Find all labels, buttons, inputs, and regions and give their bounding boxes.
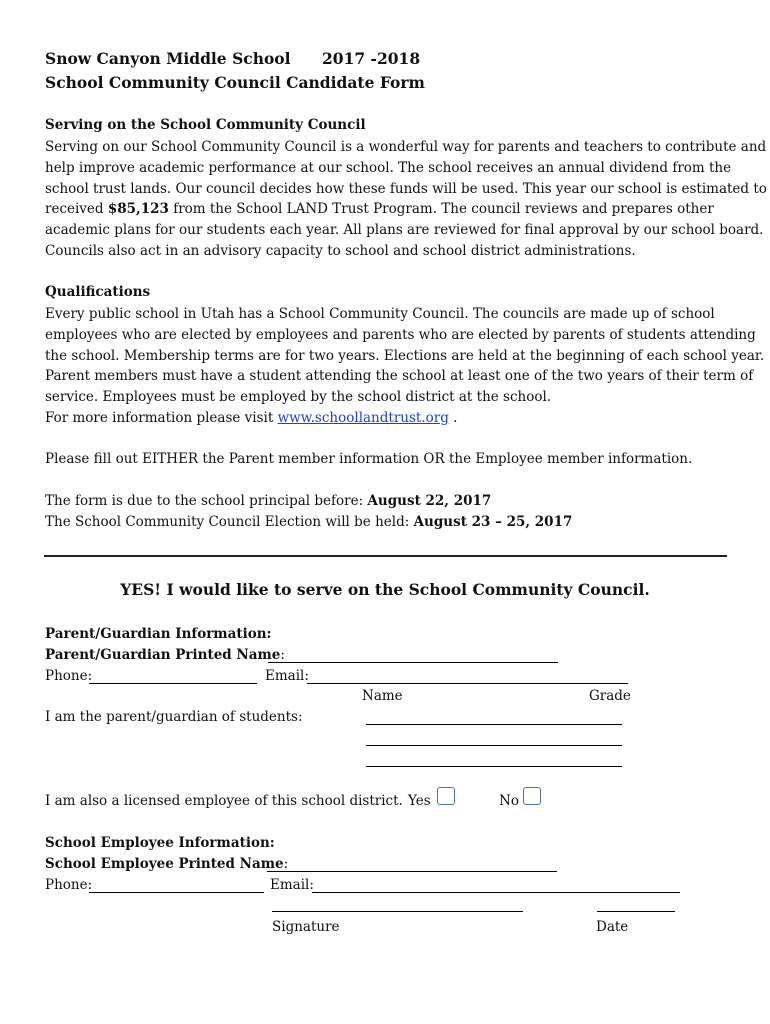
- school-year: 2017 -2018: [322, 49, 421, 68]
- parent-phone-label: Phone:: [45, 668, 93, 684]
- employee-email-field[interactable]: [312, 892, 680, 893]
- election-date: August 23 – 25, 2017: [413, 514, 573, 530]
- serve-statement: YES! I would like to serve on the School Community Council.: [120, 580, 650, 599]
- election-date-label: The School Community Council Election will be held:: [45, 514, 414, 530]
- yes-label: Yes: [408, 793, 431, 809]
- parent-info-heading: Parent/Guardian Information:: [45, 626, 272, 642]
- qualifications-line: service. Employees must be employed by the school district at the school.: [45, 389, 552, 406]
- amount-prefix: received: [45, 201, 108, 218]
- students-label: I am the parent/guardian of students:: [45, 709, 303, 725]
- amount-suffix: from the School LAND Trust Program. The council reviews and prepares other: [168, 201, 714, 218]
- parent-name-colon: :: [280, 647, 285, 663]
- employee-name-row: [45, 856, 288, 872]
- serving-line: Serving on our School Community Council is a wonderful way for parents and teachers to contribute and: [45, 139, 767, 155]
- parent-email-label: Email:: [265, 668, 309, 684]
- no-checkbox[interactable]: [523, 787, 541, 805]
- due-date-label: The form is due to the school principal before:: [45, 493, 368, 509]
- serving-line: Councils also act in an advisory capacity to school and school district administrations.: [45, 242, 636, 259]
- signature-field[interactable]: [272, 911, 523, 912]
- student-name-column: Name: [362, 688, 403, 704]
- more-info-end: .: [448, 409, 458, 426]
- parent-email-field[interactable]: [307, 683, 628, 684]
- student-field-1[interactable]: [366, 724, 622, 725]
- parent-name-field[interactable]: [268, 662, 558, 663]
- form-title: School Community Council Candidate Form: [45, 73, 425, 92]
- date-label: Date: [596, 919, 629, 935]
- parent-name-row: [45, 647, 285, 663]
- more-info-line: [45, 408, 735, 429]
- student-field-3[interactable]: [366, 766, 622, 767]
- election-date-line: [45, 514, 572, 530]
- fill-instruction: Please fill out EITHER the Parent member information OR the Employee member information.: [45, 451, 693, 467]
- employee-email-label: Email:: [270, 877, 314, 893]
- qualifications-line: Every public school in Utah has a School Community Council. The councils are made up of school: [45, 306, 715, 322]
- student-field-2[interactable]: [366, 745, 622, 746]
- serving-line: help improve academic performance at our school. The school receives an annual dividend from the: [45, 159, 732, 176]
- qualifications-line: the school. Membership terms are for two years. Elections are held at the beginning of each school year.: [45, 347, 765, 364]
- section-divider: [44, 555, 727, 557]
- qualifications-heading: Qualifications: [45, 284, 151, 300]
- serving-heading: Serving on the School Community Council: [45, 117, 366, 133]
- estimated-amount: $85,123: [107, 201, 169, 218]
- employee-name-colon: :: [283, 856, 289, 872]
- employee-name-label: School Employee Printed Name: [45, 856, 284, 872]
- employee-phone-field[interactable]: [89, 892, 264, 893]
- employee-info-heading: School Employee Information:: [45, 835, 275, 851]
- qualifications-line: employees who are elected by employees and parents who are elected by parents of students attending: [45, 326, 756, 343]
- parent-phone-field[interactable]: [89, 683, 257, 684]
- due-date: August 22, 2017: [367, 493, 492, 509]
- yes-checkbox[interactable]: [437, 787, 455, 805]
- trust-website-link[interactable]: www.schoollandtrust.org: [277, 409, 449, 426]
- due-date-line: [45, 493, 491, 509]
- parent-name-label: Parent/Guardian Printed Name: [45, 647, 281, 663]
- serving-line-amount: [45, 199, 735, 220]
- student-grade-column: Grade: [589, 688, 631, 704]
- signature-label: Signature: [272, 919, 340, 935]
- more-info-text: For more information please visit: [45, 409, 278, 426]
- licensed-employee-label: I am also a licensed employee of this school district.: [45, 793, 403, 809]
- school-name: Snow Canyon Middle School: [45, 49, 291, 68]
- employee-name-field[interactable]: [267, 871, 557, 872]
- qualifications-line: Parent members must have a student attending the school at least one of the two years of their term of: [45, 368, 754, 385]
- employee-phone-label: Phone:: [45, 877, 93, 893]
- serving-line: academic plans for our students each year. All plans are reviewed for final approval by our school board.: [45, 222, 764, 239]
- qualifications-paragraph: [45, 304, 765, 429]
- date-field[interactable]: [597, 911, 675, 912]
- no-label: No: [499, 793, 519, 809]
- serving-line: school trust lands. Our council decides how these funds will be used. This year our school is estimated to: [45, 180, 767, 197]
- serving-paragraph: [45, 137, 767, 262]
